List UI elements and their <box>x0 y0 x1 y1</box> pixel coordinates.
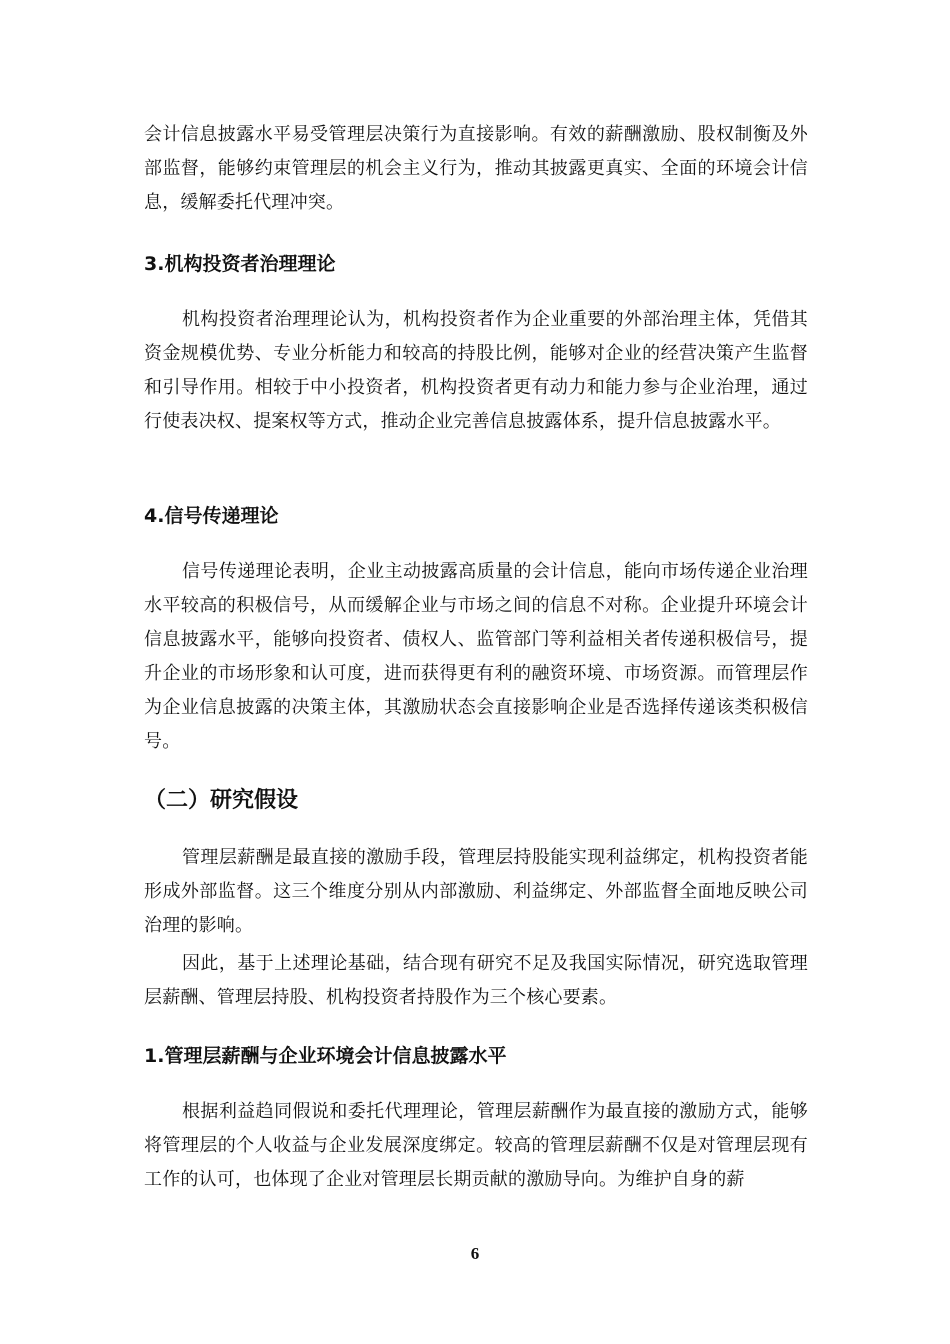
page-number: 6 <box>470 1244 480 1263</box>
heading-signaling-theory: 4.信号传递理论 <box>144 505 279 527</box>
heading-research-hypothesis: （二）研究假设 <box>144 788 299 813</box>
paragraph-core-elements: 因此，基于上述理论基础，结合现有研究不足及我国实际情况，研究选取管理层薪酬、管理层持股、机构投资者持股作为三个核心要素。 <box>144 953 808 1008</box>
paragraph-compensation: 根据利益趋同假说和委托代理理论，管理层薪酬作为最直接的激励方式，能够将管理层的个人收益与企业发展深度绑定。较高的管理层薪酬不仅是对管理层现有工作的认可，也体现了企业对管理层长期贡献的激励导向。为维护自身的薪 <box>144 1101 808 1190</box>
paragraph-signaling: 信号传递理论表明，企业主动披露高质量的会计信息，能向市场传递企业治理水平较高的积极信号，从而缓解企业与市场之间的信息不对称。企业提升环境会计信息披露水平，能够向投资者、债权人、监管部门等利益相关者传递积极信号，提升企业的市场形象和认可度，进而获得更有利的融资环境、市场资源。而管理层作为企业信息披露的决策主体，其激励状态会直接影响企业是否选择传递该类积极信号。 <box>144 561 808 752</box>
heading-compensation-disclosure: 1.管理层薪酬与企业环境会计信息披露水平 <box>144 1045 507 1067</box>
paragraph-institutional-investor: 机构投资者治理理论认为，机构投资者作为企业重要的外部治理主体，凭借其资金规模优势、专业分析能力和较高的持股比例，能够对企业的经营决策产生监督和引导作用。相较于中小投资者，机构投资者更有动力和能力参与企业治理，通过行使表决权、提案权等方式，推动企业完善信息披露体系，提升信息披露水平。 <box>144 309 808 432</box>
paragraph-governance-impact: 会计信息披露水平易受管理层决策行为直接影响。有效的薪酬激励、股权制衡及外部监督，能够约束管理层的机会主义行为，推动其披露更真实、全面的环境会计信息，缓解委托代理冲突。 <box>144 124 808 213</box>
paragraph-three-dimensions: 管理层薪酬是最直接的激励手段，管理层持股能实现利益绑定，机构投资者能形成外部监督。这三个维度分别从内部激励、利益绑定、外部监督全面地反映公司治理的影响。 <box>144 847 808 936</box>
heading-institutional-investor-theory: 3.机构投资者治理理论 <box>144 253 336 275</box>
